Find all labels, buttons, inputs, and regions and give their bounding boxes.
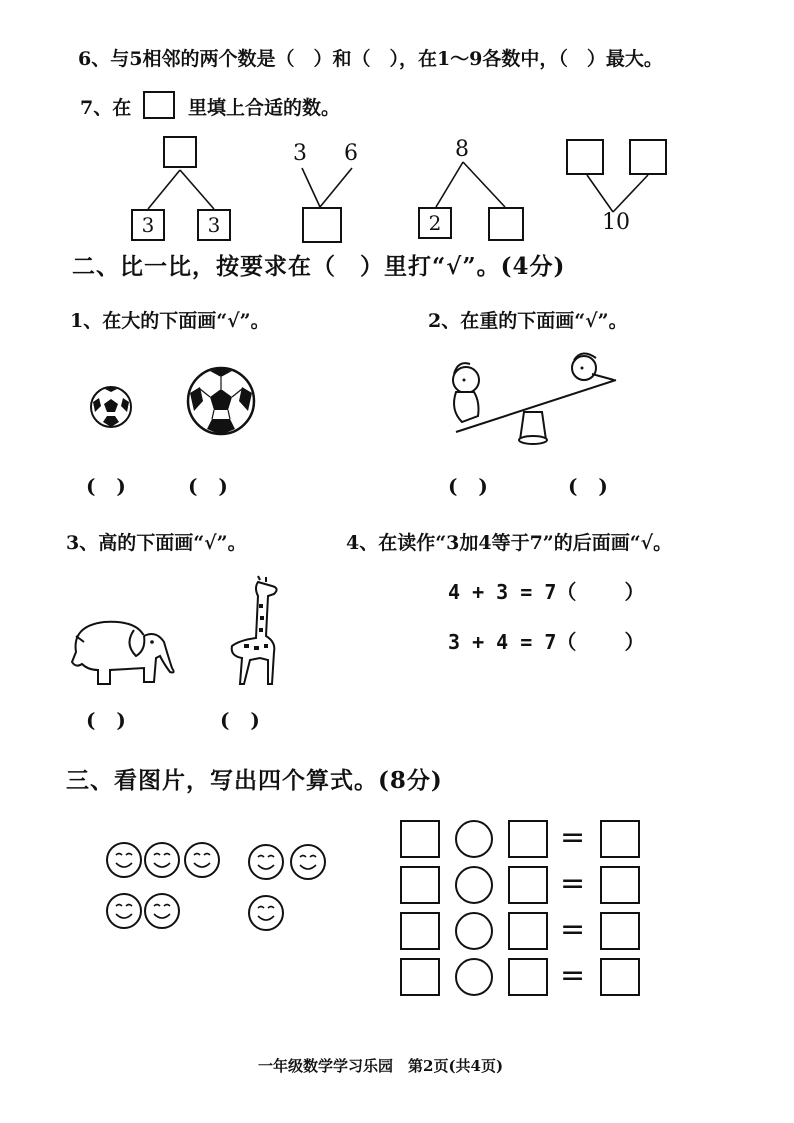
bond3-left-box: 2 [418,207,452,239]
smiley-face-icon [107,843,141,877]
equals-sign: = [560,958,586,993]
answer-box-icon[interactable] [400,866,440,904]
giraffe-icon [220,576,290,688]
elephant-icon [64,612,182,692]
smiley-face-icon [145,894,179,928]
bond3-top-number: 8 [455,137,469,162]
bond1-right-box: 3 [197,209,231,241]
answer-circle-icon[interactable] [455,866,493,904]
answer-box-icon[interactable] [508,912,548,950]
bond2-left-number: 3 [293,141,307,166]
equals-sign: = [560,820,586,855]
page-footer: 一年级数学学习乐园 第2页(共4页) [258,1057,504,1075]
bond1-left-box: 3 [131,209,165,241]
equals-sign: = [560,866,586,901]
answer-box-icon[interactable] [508,866,548,904]
section-2-question-3: 3、高的下面画“√”。 [66,532,247,554]
answer-paren-big-ball[interactable]: ( ) [188,474,228,498]
big-soccer-ball-icon [185,365,257,437]
answer-circle-icon[interactable] [455,912,493,950]
answer-circle-icon[interactable] [455,958,493,996]
bond2-bottom-box[interactable] [302,207,342,243]
answer-box-icon[interactable] [600,958,640,996]
answer-box-icon[interactable] [400,820,440,858]
answer-paren-giraffe[interactable]: ( ) [220,708,260,732]
answer-box-icon[interactable] [508,820,548,858]
answer-box-icon[interactable] [600,820,640,858]
bond4-right-box[interactable] [629,139,667,175]
equation-3-plus-4[interactable]: 3 + 4 = 7（ ） [448,630,645,654]
section-3-title: 三、看图片，写出四个算式。(8分) [66,767,443,794]
answer-box-icon[interactable] [600,866,640,904]
question-7-suffix: 里填上合适的数。 [188,97,341,119]
section-2-title: 二、比一比，按要求在（ ）里打“√”。(4分) [72,253,566,280]
answer-box-icon[interactable] [400,958,440,996]
smiley-face-icon [145,843,179,877]
answer-paren-small-ball[interactable]: ( ) [86,474,126,498]
bond1-top-box[interactable] [163,136,197,168]
answer-circle-icon[interactable] [455,820,493,858]
answer-paren-right-child[interactable]: ( ) [568,474,608,498]
equals-sign: = [560,912,586,947]
smiley-face-icon [107,894,141,928]
answer-paren-left-child[interactable]: ( ) [448,474,488,498]
answer-box-icon[interactable] [400,912,440,950]
smiley-face-icon [249,896,283,930]
answer-box-icon[interactable] [600,912,640,950]
bond3-right-box[interactable] [488,207,524,241]
question-6: 6、与5相邻的两个数是（ ）和（ ），在1～9各数中，（ ）最大。 [78,48,663,70]
question-7-prefix: 7、在 [80,97,132,119]
smiley-faces-group [100,838,340,938]
bond4-left-box[interactable] [566,139,604,175]
bond2-right-number: 6 [344,141,358,166]
bond4-bottom-number: 10 [602,210,630,235]
smiley-face-icon [185,843,219,877]
seesaw-children-icon [436,340,626,450]
section-2-question-2: 2、在重的下面画“√”。 [428,310,628,332]
section-2-question-1: 1、在大的下面画“√”。 [70,310,270,332]
smiley-face-icon [291,845,325,879]
small-soccer-ball-icon [88,384,134,430]
smiley-face-icon [249,845,283,879]
section-2-question-4: 4、在读作“3加4等于7”的后面画“√。 [346,532,673,554]
answer-paren-elephant[interactable]: ( ) [86,708,126,732]
answer-box-icon[interactable] [508,958,548,996]
equation-4-plus-3[interactable]: 4 + 3 = 7（ ） [448,580,645,604]
